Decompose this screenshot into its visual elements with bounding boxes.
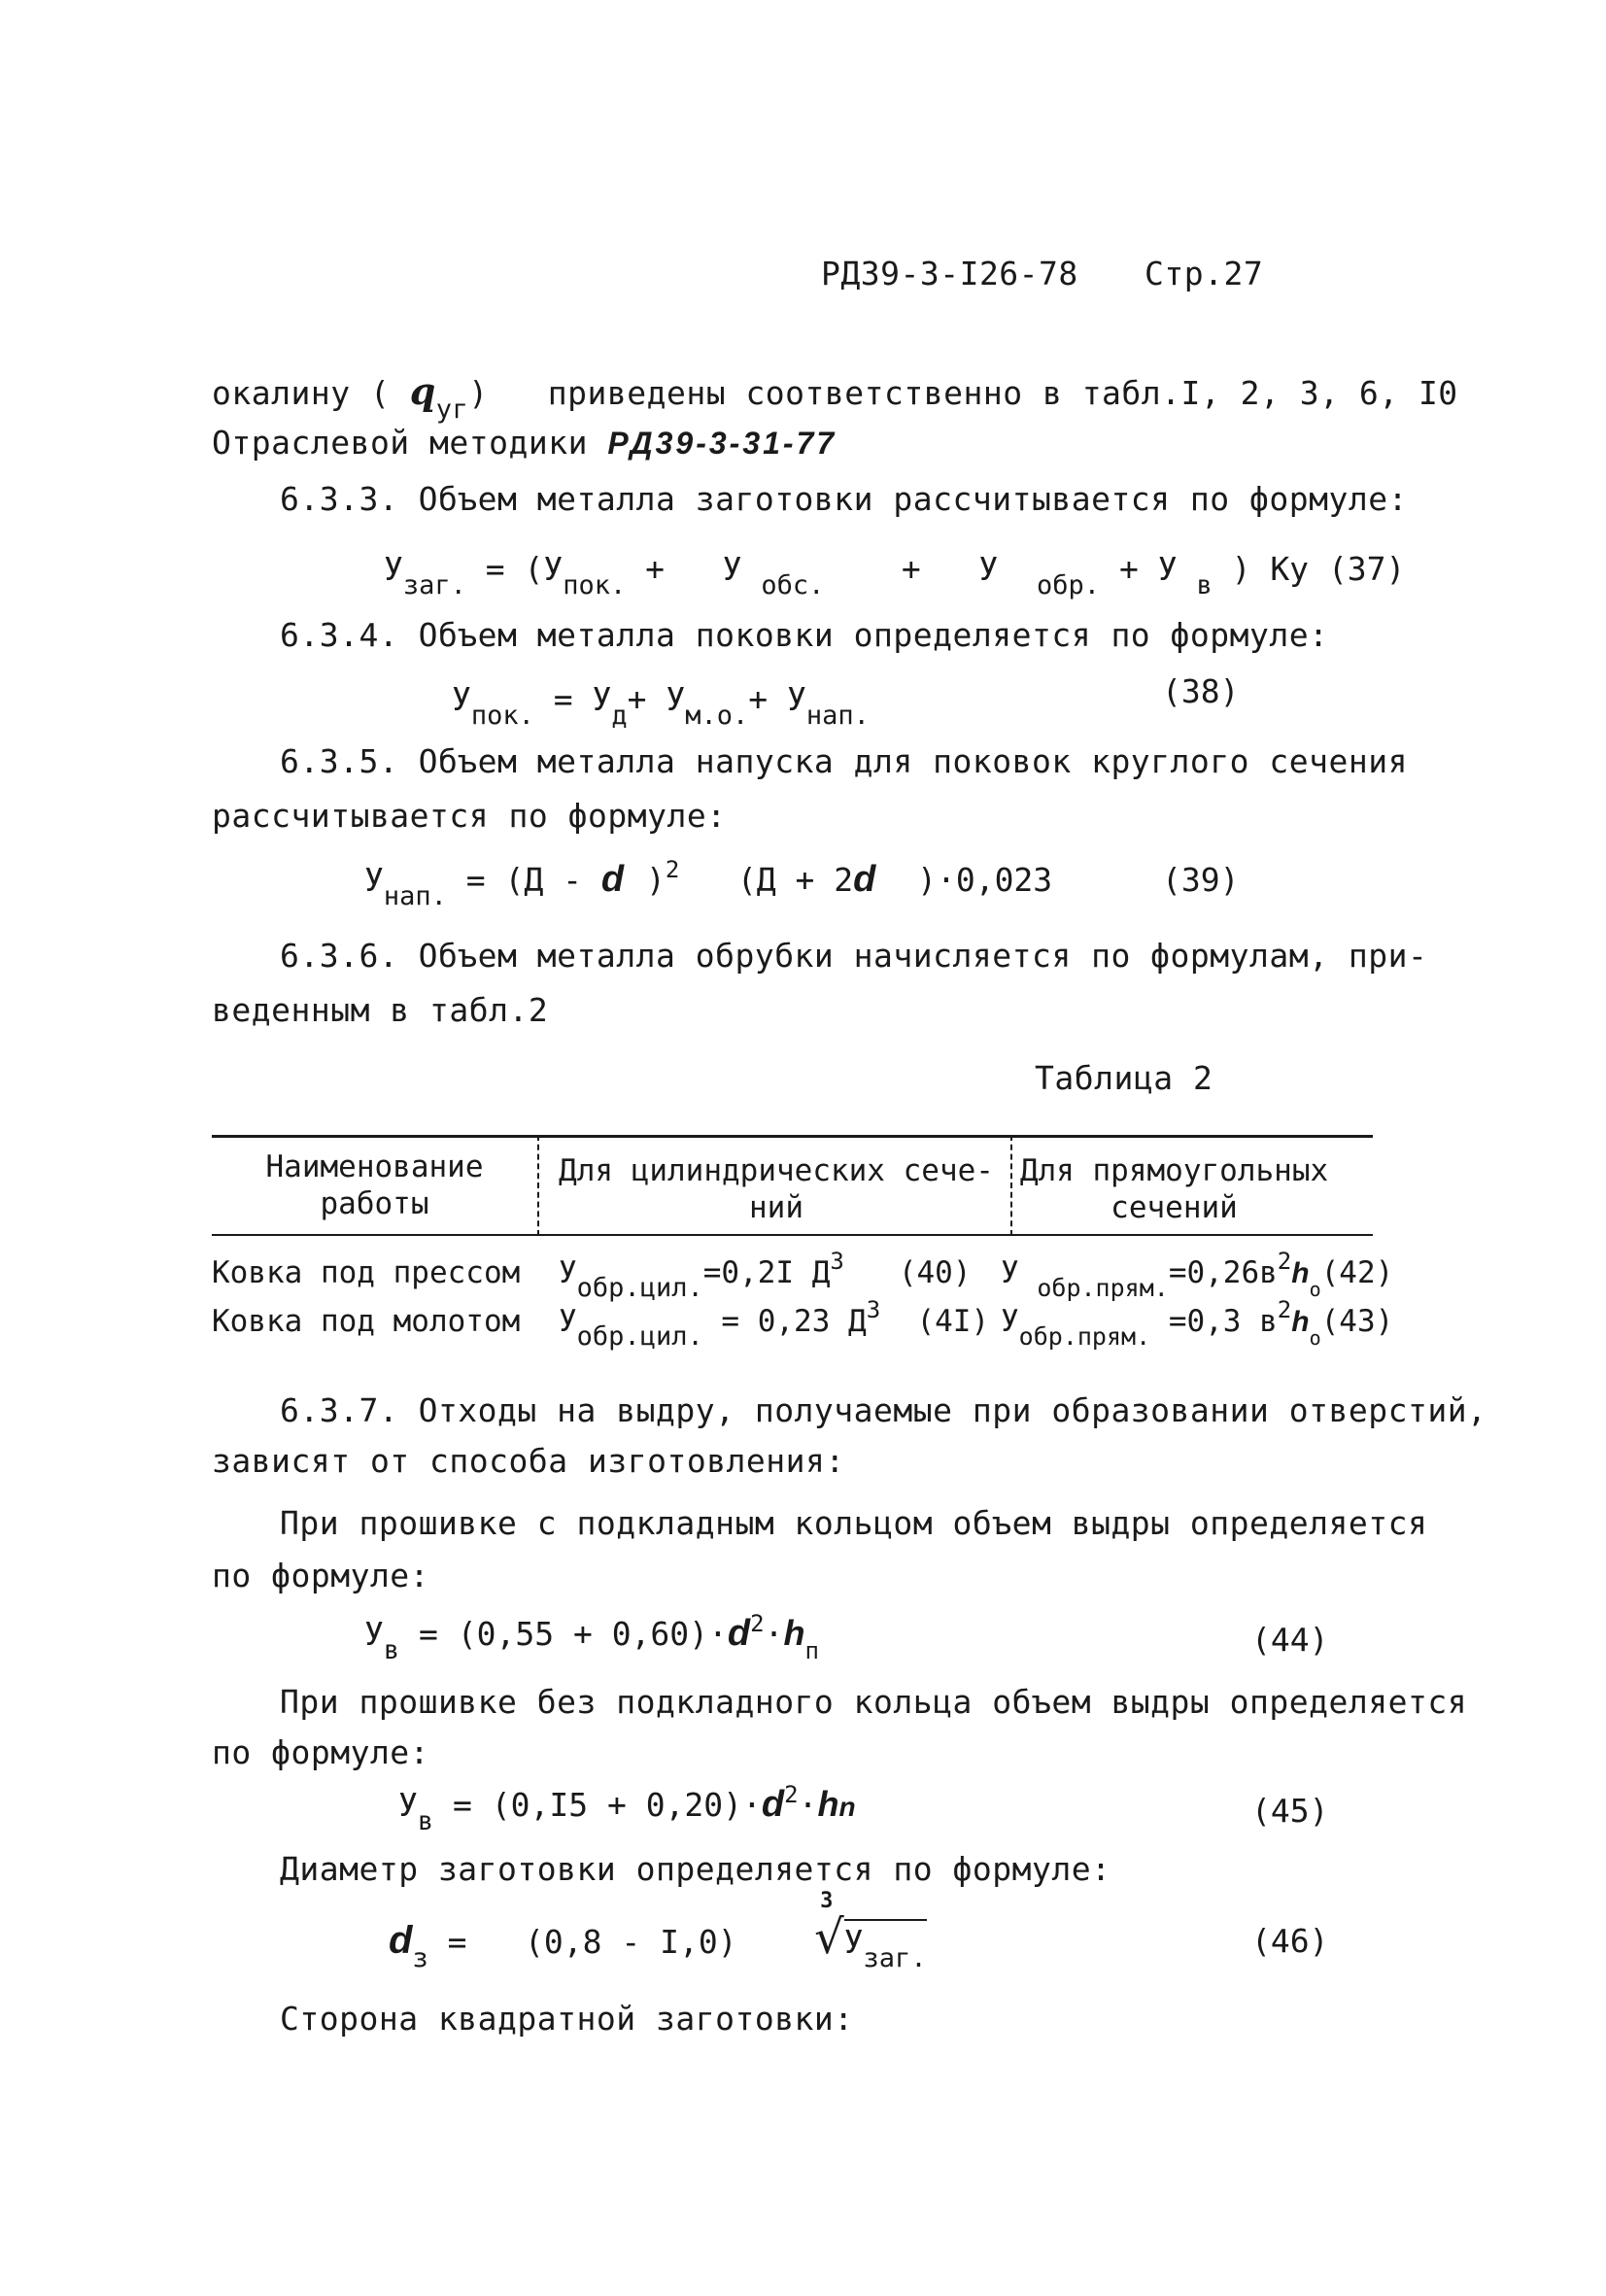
f37-sub-pok: пок.: [563, 570, 627, 600]
f39-v: У: [364, 861, 384, 899]
formula-38: [452, 680, 870, 731]
paragraph-6-3-7-line-2: зависят от способа изготовления:: [212, 1442, 845, 1480]
f39-tail: )·0,023: [917, 861, 1053, 899]
row-2-rect-sub: обр.прям.: [1018, 1322, 1151, 1351]
table-caption: Таблица 2: [1035, 1059, 1213, 1097]
document-code: РД39-3-I26-78: [821, 255, 1078, 292]
formula-37: [384, 550, 1406, 600]
page-number: Стр.27: [1145, 255, 1264, 292]
paragraph-without-ring-line-2: по формуле:: [212, 1733, 430, 1771]
formula-number-40: (40): [898, 1255, 972, 1290]
f37-v2: У: [722, 550, 742, 588]
row-1-rect-h: h: [1291, 1257, 1310, 1289]
paragraph-square-billet: Сторона квадратной заготовки:: [280, 2000, 854, 2038]
methodology-code: РД39-3-31-77: [607, 426, 837, 461]
paragraph-6-3-4: 6.3.4. Объем металла поковки определяется по формуле:: [280, 616, 1329, 654]
f45-h-sub: n: [838, 1792, 856, 1822]
paragraph-diameter: Диаметр заготовки определяется по формуле:: [280, 1850, 1111, 1888]
formula-number-44: (44): [1251, 1621, 1329, 1659]
row-1-cyl-expr: =0,2I Д: [702, 1255, 831, 1290]
f46-sub-zag: заг.: [863, 1943, 927, 1973]
row-1-cyl-sub: обр.цил.: [576, 1273, 703, 1303]
f46-root-index: 3: [820, 1889, 834, 1913]
f44-h: h: [783, 1613, 805, 1653]
paragraph-6-3-5-line-1: 6.3.5. Объем металла напуска для поковок круглого сечения: [280, 742, 1408, 780]
formula-39: [364, 856, 1053, 911]
formula-number-43: (43): [1320, 1304, 1394, 1339]
f38-v: У: [452, 680, 471, 718]
f37-v: У: [384, 550, 403, 588]
table-header-name: [212, 1148, 537, 1222]
paragraph-6-3-3: 6.3.3. Объем металла заготовки рассчитывается по формуле:: [280, 480, 1408, 518]
formula-number-41: (4I): [916, 1304, 990, 1339]
f46-d: d: [389, 1919, 413, 1962]
table-top-rule: [212, 1135, 1373, 1138]
row-1-cyl-formula: [559, 1248, 972, 1303]
formula-number-38: (38): [1162, 672, 1240, 710]
f38-plus-2: + У: [748, 680, 806, 718]
row-1-rect-pow: 2: [1277, 1248, 1292, 1275]
q-subscript: уг: [435, 394, 469, 425]
f37-sub-zag: заг.: [402, 570, 466, 600]
radical-icon: √: [814, 1910, 844, 1965]
table-header-cylindrical: [544, 1152, 1008, 1226]
row-2-rect-v: У: [1001, 1304, 1019, 1339]
row-2-name: Ковка под молотом: [212, 1304, 521, 1339]
f45-sup-2: 2: [784, 1781, 799, 1808]
f39-d1: d: [600, 859, 628, 900]
f46-root: [814, 1889, 927, 1973]
table-header-rule: [212, 1234, 1373, 1236]
row-1-rect-formula: [1001, 1248, 1394, 1302]
f45-d: d: [761, 1784, 785, 1825]
f45-h: h: [817, 1784, 839, 1824]
f38-sub-pok: пок.: [470, 701, 534, 731]
f39-sub-nap: нап.: [383, 881, 447, 911]
header-rect-line-1: Для прямоугольных: [1019, 1153, 1329, 1188]
row-2-rect-pow: 2: [1277, 1296, 1292, 1323]
f38-eq: = У: [553, 680, 612, 718]
formula-44: [364, 1610, 819, 1665]
header-cyl-line-1: Для цилиндрических сече-: [559, 1153, 994, 1188]
f45-dot: ·: [798, 1786, 818, 1824]
f44-d: d: [727, 1613, 751, 1654]
f44-h-sub: п: [804, 1637, 819, 1664]
f37-close: ) Ку: [1231, 550, 1310, 588]
formula-number-46: (46): [1251, 1922, 1329, 1960]
row-2-rect-expr: =0,3 в: [1168, 1304, 1278, 1339]
header-name-line-1: Наименование: [265, 1149, 484, 1184]
row-1-rect-v: У: [1001, 1255, 1019, 1290]
formula-number-39: (39): [1162, 861, 1240, 899]
intro-methodology: Отраслевой методики: [212, 424, 588, 462]
formula-45: [398, 1781, 856, 1836]
f44-sup-2: 2: [750, 1610, 765, 1637]
intro-rest: приведены соответственно в табл.I, 2, 3, 6, I0: [547, 374, 1458, 412]
table-row: [212, 1255, 520, 1290]
f44-eq: = (0,55 + 0,60)·: [419, 1615, 728, 1653]
table-header-rectangular: [1016, 1152, 1332, 1226]
row-1-cyl-pow: 3: [830, 1248, 844, 1275]
header-rect-line-2: сечений: [1111, 1190, 1238, 1225]
f38-sub-d: д: [611, 701, 628, 731]
f46-v: У: [843, 1923, 864, 1961]
f44-dot: ·: [764, 1615, 784, 1653]
row-1-name: Ковка под прессом: [212, 1255, 521, 1290]
f39-mid: (Д + 2: [736, 861, 854, 899]
f44-v: У: [364, 1615, 384, 1653]
header-name-line-2: работы: [320, 1186, 429, 1221]
f37-sub-obs: обс.: [761, 570, 825, 600]
f37-plus-1: +: [645, 550, 666, 588]
row-1-rect-h-sub: о: [1309, 1278, 1321, 1301]
f38-plus-1: + У: [627, 680, 686, 718]
row-2-cyl-expr: = 0,23 Д: [721, 1304, 867, 1339]
f37-plus-2: +: [901, 550, 921, 588]
row-2-rect-formula: [1001, 1296, 1394, 1351]
paragraph-without-ring-line-1: При прошивке без подкладного кольца объем выдры определяется: [280, 1683, 1468, 1721]
row-2-cyl-formula: [559, 1296, 990, 1352]
formula-number-42: (42): [1320, 1255, 1394, 1290]
row-1-rect-expr: =0,26в: [1168, 1255, 1278, 1290]
f39-d2: d: [853, 859, 879, 900]
f37-sub-v: в: [1196, 570, 1213, 600]
f45-eq: = (0,I5 + 0,20)·: [453, 1786, 762, 1824]
f44-sub-v: в: [383, 1635, 400, 1665]
intro-close-paren: ): [468, 374, 489, 412]
f37-sub-obr: обр.: [1037, 570, 1101, 600]
f37-eq: = (У: [485, 550, 564, 588]
row-2-cyl-pow: 3: [866, 1296, 881, 1323]
f39-eq: = (Д -: [465, 861, 582, 899]
row-2-rect-h-sub: о: [1309, 1326, 1321, 1350]
table-row: [212, 1304, 520, 1339]
formula-number-45: (45): [1251, 1792, 1329, 1830]
formula-46: [389, 1889, 927, 1973]
header-cyl-line-2: ний: [749, 1190, 803, 1225]
paragraph-6-3-5-line-2: рассчитывается по формуле:: [212, 797, 727, 835]
table-divider-1: [537, 1135, 539, 1236]
intro-start: окалину (: [212, 374, 391, 412]
f37-v3: У: [978, 550, 999, 588]
intro-line-2: [212, 424, 837, 462]
f39-close-paren: ): [645, 861, 666, 899]
paragraph-with-ring-line-2: по формуле:: [212, 1557, 430, 1594]
f39-sup-2: 2: [665, 856, 680, 883]
f37-v4: У: [1157, 550, 1178, 588]
f38-sub-mo: м.о.: [685, 701, 749, 731]
formula-number-37: (37): [1327, 550, 1406, 588]
table-divider-2: [1010, 1135, 1012, 1236]
row-1-rect-sub: обр.прям.: [1037, 1274, 1169, 1302]
f45-sub-v: в: [417, 1806, 434, 1836]
f46-eq: = (0,8 - I,0): [447, 1923, 737, 1961]
row-2-cyl-sub: обр.цил.: [576, 1321, 703, 1352]
f46-sub-z: з: [412, 1943, 428, 1973]
row-2-rect-h: h: [1291, 1306, 1310, 1338]
row-1-cyl-v: У: [559, 1255, 577, 1290]
row-2-cyl-v: У: [559, 1304, 577, 1339]
f45-v: У: [398, 1786, 418, 1824]
f46-radicand: [843, 1919, 927, 1973]
paragraph-6-3-7-line-1: 6.3.7. Отходы на выдру, получаемые при образовании отверстий,: [280, 1391, 1487, 1429]
intro-line-1: [212, 369, 1458, 425]
paragraph-6-3-6-line-1: 6.3.6. Объем металла обрубки начисляется по формулам, при-: [280, 937, 1428, 975]
f37-plus-3: +: [1118, 550, 1139, 588]
f38-sub-nap: нап.: [805, 701, 870, 731]
paragraph-6-3-6-line-2: веденным в табл.2: [212, 991, 549, 1029]
q-symbol: q: [409, 369, 436, 413]
paragraph-with-ring-line-1: При прошивке с подкладным кольцом объем выдры определяется: [280, 1504, 1428, 1542]
